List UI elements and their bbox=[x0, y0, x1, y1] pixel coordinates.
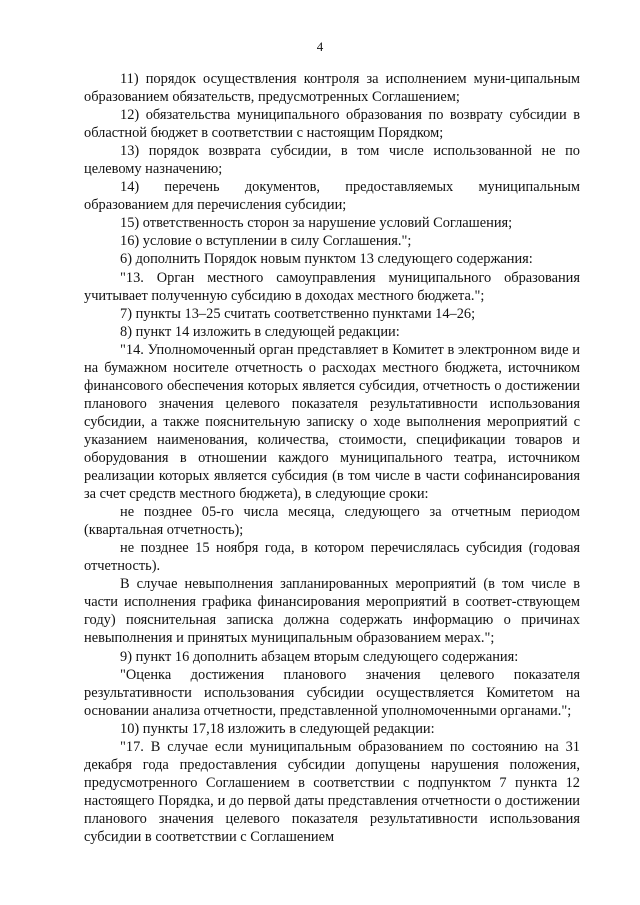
paragraph-amendment-10: 10) пункты 17,18 изложить в следующей редакции: bbox=[120, 720, 435, 737]
paragraph-item-16: 16) условие о вступлении в силу Соглашения."; bbox=[120, 233, 412, 250]
paragraph-amendment-7: 7) пункты 13–25 считать соответственно пунктами 14–26; bbox=[120, 305, 476, 322]
paragraph-amendment-9: 9) пункт 16 дополнить абзацем вторым следующего содержания: bbox=[120, 648, 519, 665]
paragraph-assessment: "Оценка достижения планового значения целевого показателя результативности использования субсидии осуществляется Комитетом на основании анализа отчетности, представленной уполномоченными органами."; bbox=[84, 666, 580, 719]
paragraph-point-17: "17. В случае если муниципальным образованием по состоянию на 31 декабря года предоставления субсидии допущены нарушения положения, предусмотренного Соглашением в соответствии с подпунктом 7 пункта 12 настоящего Порядка, и до первой даты представления отчетности о достижении планового значения целевого показателя результативности использования субсидии в соответствии с Соглашением bbox=[84, 738, 580, 845]
paragraph-deadline-annual: не позднее 15 ноября года, в котором перечислялась субсидия (годовая отчетность). bbox=[84, 540, 580, 575]
paragraph-new-point-13: "13. Орган местного самоуправления муниципального образования учитывает полученную субсидию в доходах местного бюджета."; bbox=[84, 269, 580, 304]
paragraph-item-11: 11) порядок осуществления контроля за исполнением муни-ципальным образованием обязательств, предусмотренных Соглашением; bbox=[84, 71, 580, 106]
paragraph-item-12: 12) обязательства муниципального образования по возврату субсидии в областной бюджет в соответствии с настоящим Порядком; bbox=[84, 107, 580, 142]
paragraph-amendment-8: 8) пункт 14 изложить в следующей редакции: bbox=[120, 323, 400, 340]
paragraph-item-15: 15) ответственность сторон за нарушение условий Соглашения; bbox=[120, 215, 513, 232]
paragraph-nonfulfillment: В случае невыполнения запланированных мероприятий (в том числе в части исполнения графика финансирования мероприятий в соответ-ствующем году) пояснительная записка должна содержать информацию о причинах невыполнения и принятых муниципальным образованием мерах."; bbox=[84, 576, 580, 647]
paragraph-item-14: 14) перечень документов, предоставляемых муниципальным образованием для перечисления субсидии; bbox=[84, 179, 580, 214]
paragraph-amendment-6: 6) дополнить Порядок новым пунктом 13 следующего содержания: bbox=[120, 251, 533, 268]
paragraph-point-14: "14. Уполномоченный орган представляет в Комитет в электронном виде и на бумажном носителе отчетность о расходах местного бюджета, источником финансового обеспечения которых является субсидия, отчетность о достижении планового значения целевого показателя результативности использования субсидии, а также пояснительную записку о ходе выполнения мероприятий с указанием наименования, количества, стоимости, спецификации товаров и оборудования в отношении каждого муниципального театра, источником реализации которых является субсидия (в том числе в части софинансирования за счет средств местного бюджета), в следующие сроки: bbox=[84, 341, 580, 503]
paragraph-item-13: 13) порядок возврата субсидии, в том числе использованной не по целевому назначению; bbox=[84, 143, 580, 178]
page-number: 4 bbox=[316, 39, 324, 54]
paragraph-deadline-quarterly: не позднее 05-го числа месяца, следующего за отчетным периодом (квартальная отчетность); bbox=[84, 504, 580, 539]
document-body bbox=[84, 70, 580, 846]
